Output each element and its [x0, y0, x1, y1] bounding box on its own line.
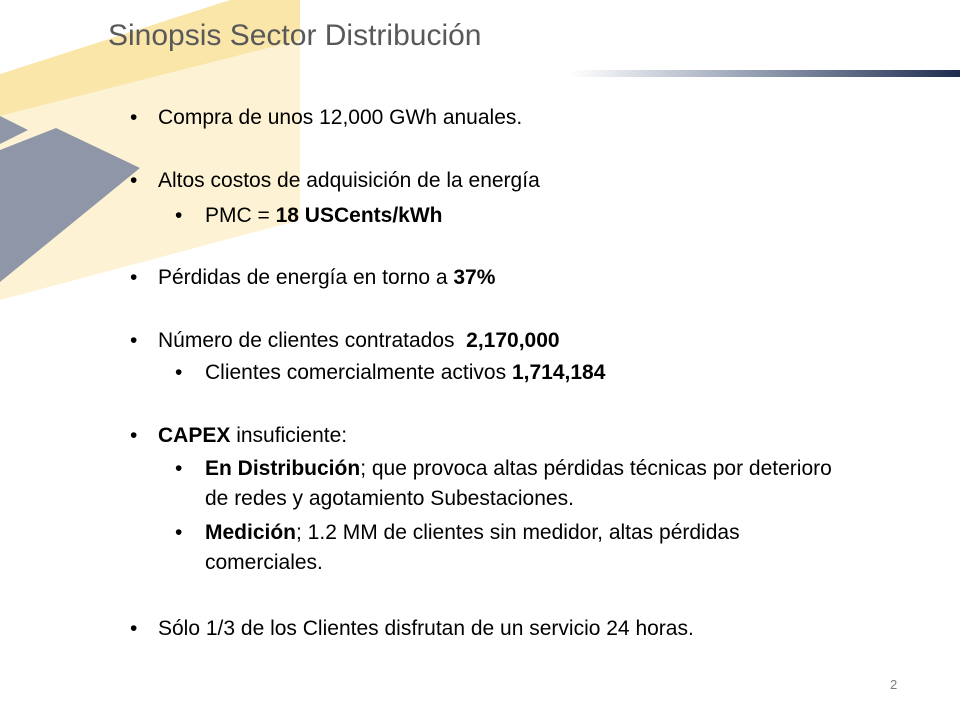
bullet-text: insuficiente: [230, 424, 348, 447]
bullet-text: Clientes comercialmente activos [205, 361, 512, 384]
bullet-bold-value: 1,714,184 [511, 361, 606, 384]
bullet-dot-icon: • [130, 169, 138, 192]
bullet-text: ; 1.2 MM de clientes sin medidor, altas pérdidas comerciales. [205, 521, 740, 574]
bullet-dot-icon: • [130, 106, 138, 129]
sub-bullet-item [175, 518, 845, 578]
bullet-dot-icon: • [175, 457, 183, 480]
sub-bullet-item [175, 358, 606, 388]
bullet-dot-icon: • [130, 617, 138, 640]
bullet-bold-value: 18 USCents/kWh [275, 204, 443, 227]
bullet-bold-value: Medición [205, 521, 297, 544]
bullet-dot-icon: • [130, 329, 138, 352]
bullet-text: Compra de unos 12,000 GWh anuales. [158, 106, 523, 129]
bullet-text: ; que provoca altas pérdidas técnicas por deterioro de redes y agotamiento Subestaciones. [205, 457, 832, 510]
bullet-bold-value: 37% [453, 266, 496, 289]
bullet-item [130, 614, 694, 644]
sub-bullet-item [175, 201, 443, 231]
bullet-dot-icon: • [175, 204, 183, 227]
bullet-text: Sólo 1/3 de los Clientes disfrutan de un servicio 24 horas. [158, 617, 694, 640]
bullet-bold-value: 2,170,000 [466, 329, 560, 352]
slide-title: Sinopsis Sector Distribución [108, 19, 482, 52]
bullet-bold-value: En Distribución [205, 457, 361, 480]
sub-bullet-item [175, 454, 845, 514]
bullet-dot-icon: • [175, 361, 183, 384]
bullet-item [130, 103, 523, 133]
bullet-text: Número de clientes contratados [158, 329, 467, 352]
bullet-item [130, 326, 560, 356]
bullet-text: Pérdidas de energía en torno a [158, 266, 454, 289]
bullet-item [130, 166, 540, 196]
bullet-bold-value: CAPEX [158, 424, 231, 447]
bullet-item [130, 421, 348, 451]
page-number: 2 [890, 677, 898, 692]
bullet-dot-icon: • [175, 521, 183, 544]
bullet-dot-icon: • [130, 424, 138, 447]
bullet-dot-icon: • [130, 266, 138, 289]
bullet-text: Altos costos de adquisición de la energía [158, 169, 540, 192]
bullet-text: PMC = [205, 204, 276, 227]
bullet-item [130, 263, 496, 293]
